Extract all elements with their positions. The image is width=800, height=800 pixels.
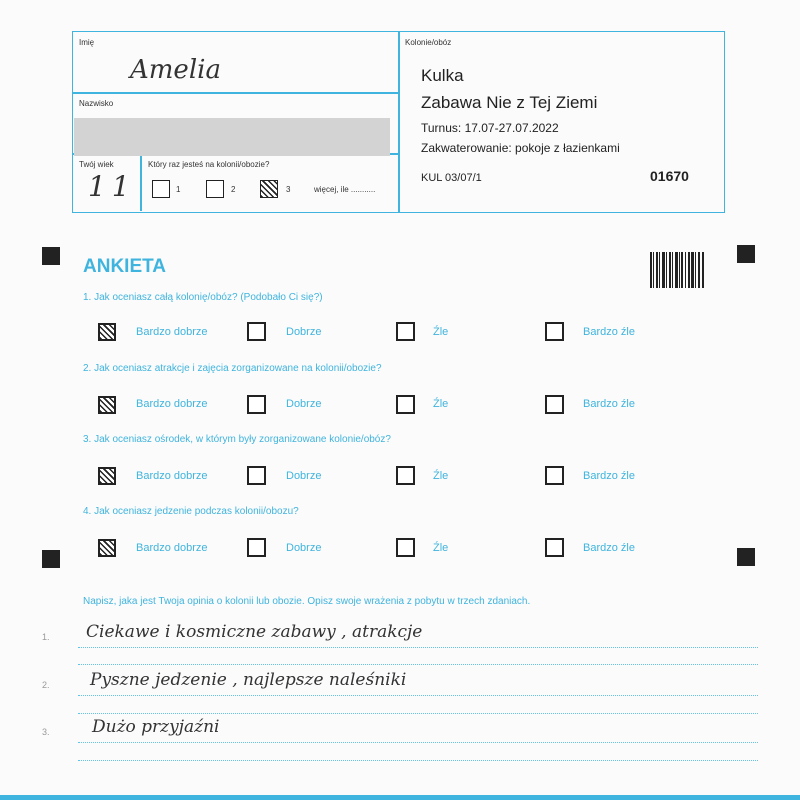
opinion-prompt: Napisz, jaka jest Twoja opinia o kolonii lub obozie. Opisz swoje wrażenia z pobytu w trzech zdaniach. <box>83 596 531 607</box>
q2-checkbox-dobrze[interactable] <box>247 395 266 414</box>
header-divider-v2 <box>140 153 142 211</box>
question-4-text: 4. Jak oceniasz jedzenie podczas kolonii/obozu? <box>83 506 299 517</box>
q2-label-bardzo-zle: Bardzo źle <box>583 398 635 410</box>
q4-checkbox-dobrze[interactable] <box>247 538 266 557</box>
wiek-value: 11 <box>88 170 136 203</box>
q1-checkbox-dobrze[interactable] <box>247 322 266 341</box>
camp-code: KUL 03/07/1 <box>421 172 482 184</box>
q3-checkbox-zle[interactable] <box>396 466 415 485</box>
q3-label-zle: Źle <box>433 470 449 482</box>
imie-value: Amelia <box>130 55 221 85</box>
q1-label-zle: Źle <box>433 326 449 338</box>
opinion-line-1-number: 1. <box>42 632 50 642</box>
survey-title: ANKIETA <box>83 256 167 277</box>
q3-checkbox-bardzo-dobrze[interactable] <box>98 467 116 485</box>
ktory-raz-label: Który raz jesteś na kolonii/obozie? <box>148 160 270 169</box>
ktory-raz-option-1: 1 <box>176 185 181 194</box>
q4-checkbox-zle[interactable] <box>396 538 415 557</box>
imie-label: Imię <box>79 38 95 47</box>
bottom-band <box>0 795 800 800</box>
q2-label-zle: Źle <box>433 398 449 410</box>
q1-label-dobrze: Dobrze <box>286 326 322 338</box>
ktory-raz-checkbox-3[interactable] <box>260 180 278 198</box>
opinion-line-3-number: 3. <box>42 727 50 737</box>
q1-label-bardzo-dobrze: Bardzo dobrze <box>136 326 208 338</box>
ktory-raz-option-3: 3 <box>286 185 291 194</box>
opinion-line-2-text[interactable]: Pyszne jedzenie , najlepsze naleśniki <box>90 670 407 690</box>
q1-label-bardzo-zle: Bardzo źle <box>583 326 635 338</box>
camp-turnus: Turnus: 17.07-27.07.2022 <box>421 121 559 135</box>
q2-checkbox-bardzo-zle[interactable] <box>545 395 564 414</box>
camp-name: Kulka <box>421 66 464 85</box>
q3-label-bardzo-dobrze: Bardzo dobrze <box>136 470 208 482</box>
registration-marker-bottom-right <box>737 548 755 566</box>
opinion-line-3-text[interactable]: Dużo przyjaźni <box>92 717 220 737</box>
barcode-icon <box>650 252 704 288</box>
registration-marker-bottom-left <box>42 550 60 568</box>
ktory-raz-option-2: 2 <box>231 185 236 194</box>
camp-zakwaterowanie: Zakwaterowanie: pokoje z łazienkami <box>421 141 620 155</box>
wiecej-label: więcej, ile ........... <box>314 185 376 194</box>
q3-checkbox-bardzo-zle[interactable] <box>545 466 564 485</box>
header-divider-h1 <box>72 92 399 94</box>
opinion-line-1-rule-2 <box>78 664 758 665</box>
q2-label-dobrze: Dobrze <box>286 398 322 410</box>
nazwisko-label: Nazwisko <box>79 99 114 108</box>
opinion-line-3-rule-2 <box>78 760 758 761</box>
opinion-line-2-number: 2. <box>42 680 50 690</box>
q2-checkbox-zle[interactable] <box>396 395 415 414</box>
wiek-label: Twój wiek <box>79 160 114 169</box>
header-divider-vertical <box>398 31 400 212</box>
q1-checkbox-zle[interactable] <box>396 322 415 341</box>
q4-label-bardzo-zle: Bardzo źle <box>583 542 635 554</box>
camp-number: 01670 <box>650 168 689 184</box>
q3-checkbox-dobrze[interactable] <box>247 466 266 485</box>
question-2-text: 2. Jak oceniasz atrakcje i zajęcia zorganizowane na kolonii/obozie? <box>83 363 382 374</box>
q2-checkbox-bardzo-dobrze[interactable] <box>98 396 116 414</box>
question-1-text: 1. Jak oceniasz całą kolonię/obóz? (Podobało Ci się?) <box>83 292 323 303</box>
q4-label-zle: Źle <box>433 542 449 554</box>
camp-label: Kolonie/obóz <box>405 38 452 47</box>
q4-checkbox-bardzo-zle[interactable] <box>545 538 564 557</box>
question-3-text: 3. Jak oceniasz ośrodek, w którym były zorganizowane kolonie/obóz? <box>83 434 391 445</box>
registration-marker-top-left <box>42 247 60 265</box>
opinion-line-1-text[interactable]: Ciekawe i kosmiczne zabawy , atrakcje <box>86 622 423 642</box>
q4-label-bardzo-dobrze: Bardzo dobrze <box>136 542 208 554</box>
q2-label-bardzo-dobrze: Bardzo dobrze <box>136 398 208 410</box>
q1-checkbox-bardzo-zle[interactable] <box>545 322 564 341</box>
opinion-line-2-rule-2 <box>78 713 758 714</box>
opinion-line-3-rule <box>78 742 758 743</box>
opinion-line-1-rule <box>78 647 758 648</box>
nazwisko-redacted <box>74 118 390 156</box>
q4-checkbox-bardzo-dobrze[interactable] <box>98 539 116 557</box>
opinion-line-2-rule <box>78 695 758 696</box>
ktory-raz-checkbox-1[interactable] <box>152 180 170 198</box>
q3-label-bardzo-zle: Bardzo źle <box>583 470 635 482</box>
q1-checkbox-bardzo-dobrze[interactable] <box>98 323 116 341</box>
q4-label-dobrze: Dobrze <box>286 542 322 554</box>
q3-label-dobrze: Dobrze <box>286 470 322 482</box>
registration-marker-top-right <box>737 245 755 263</box>
camp-title: Zabawa Nie z Tej Ziemi <box>421 93 598 112</box>
ktory-raz-checkbox-2[interactable] <box>206 180 224 198</box>
